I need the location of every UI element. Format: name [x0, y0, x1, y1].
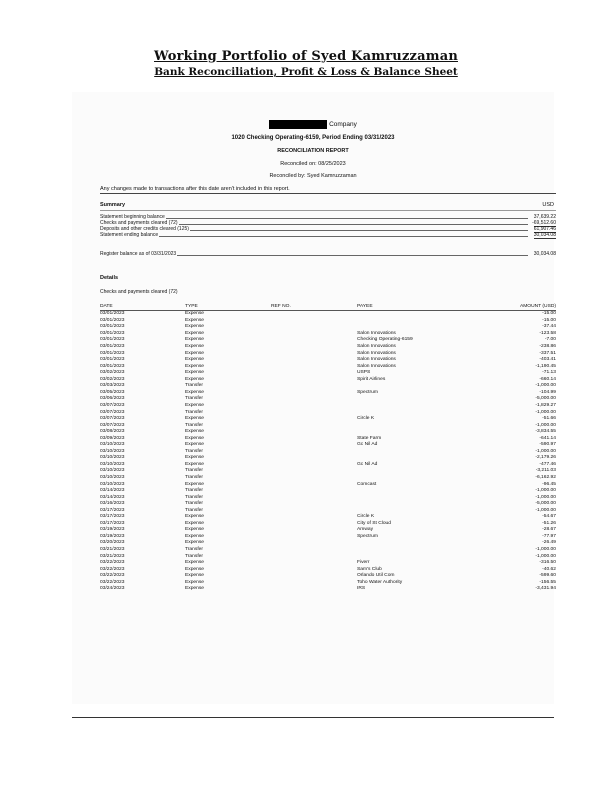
- cell-type: Expense: [185, 442, 205, 448]
- cell-type: Expense: [185, 540, 205, 546]
- cell-date: 03/01/2023: [100, 363, 125, 369]
- cell-type: Transfer: [185, 501, 204, 507]
- cell-type: Transfer: [185, 474, 204, 480]
- cell-amount: -1,190.45: [535, 363, 556, 369]
- summary-row-label: Deposits and other credits cleared (125): [100, 226, 189, 232]
- cell-type: Expense: [185, 402, 205, 408]
- cell-date: 03/01/2023: [100, 330, 125, 336]
- cell-amount: -1,000.00: [535, 488, 556, 494]
- cell-type: Expense: [185, 573, 205, 579]
- cell-amount: -1,000.00: [535, 553, 556, 559]
- cell-date: 03/14/2023: [100, 488, 125, 494]
- cell-date: 03/10/2023: [100, 468, 125, 474]
- cell-type: Expense: [185, 363, 205, 369]
- cell-type: Expense: [185, 330, 205, 336]
- cell-date: 03/17/2023: [100, 520, 125, 526]
- col-ref-header: REF NO.: [271, 303, 357, 311]
- cell-date: 03/10/2023: [100, 442, 125, 448]
- cell-type: Expense: [185, 376, 205, 382]
- cell-payee: Sam's Club: [357, 566, 382, 572]
- cell-payee: Toho Water Authority: [357, 579, 403, 585]
- cell-type: Transfer: [185, 507, 204, 513]
- cell-amount: -104.99: [539, 389, 556, 395]
- cell-date: 03/20/2023: [100, 540, 125, 546]
- cell-amount: -37.44: [542, 324, 556, 330]
- col-amount-header: AMOUNT (USD): [467, 303, 556, 311]
- cell-amount: -123.58: [539, 330, 556, 336]
- summary-heading: Summary: [100, 202, 126, 208]
- cell-date: 03/10/2023: [100, 448, 125, 454]
- cell-type: Expense: [185, 514, 205, 520]
- summary-currency: USD: [542, 202, 554, 208]
- cell-type: Transfer: [185, 409, 204, 415]
- cell-date: 03/19/2023: [100, 527, 125, 533]
- cell-amount: -1,000.00: [535, 494, 556, 500]
- cell-payee: Gc Nil Ad: [357, 442, 378, 448]
- cell-type: Expense: [185, 429, 205, 435]
- cell-payee: State Farm: [357, 435, 382, 441]
- divider: [100, 210, 556, 211]
- cell-type: Transfer: [185, 468, 204, 474]
- cell-payee: Spirit Airlines: [357, 376, 386, 382]
- table-header-row: [100, 303, 556, 311]
- cell-amount: -156.55: [539, 579, 556, 585]
- cell-type: Expense: [185, 527, 205, 533]
- cell-type: Expense: [185, 435, 205, 441]
- cell-payee: Spectrum: [357, 533, 378, 539]
- cell-date: 03/02/2023: [100, 370, 125, 376]
- footer-divider: [72, 717, 554, 718]
- cell-amount: -3,834.55: [535, 429, 556, 435]
- cell-amount: -1,829.27: [535, 402, 556, 408]
- details-heading: Details: [100, 275, 119, 281]
- cell-amount: -15.00: [542, 317, 556, 323]
- cell-date: 03/22/2023: [100, 566, 125, 572]
- cell-type: Expense: [185, 389, 205, 395]
- cell-date: 03/07/2023: [100, 422, 125, 428]
- table-row: [100, 586, 556, 593]
- cell-amount: -599.60: [539, 573, 556, 579]
- summary-row-value: -69,512.60: [532, 220, 556, 226]
- page-title: Working Portfolio of Syed Kamruzzaman: [154, 49, 458, 64]
- cell-type: Transfer: [185, 553, 204, 559]
- transactions-table: [100, 303, 556, 593]
- cell-amount: -51.66: [542, 416, 556, 422]
- transactions-body: [100, 311, 556, 593]
- cell-amount: -1,000.00: [535, 409, 556, 415]
- cell-type: Expense: [185, 566, 205, 572]
- cell-type: Expense: [185, 533, 205, 539]
- cell-date: 03/10/2023: [100, 474, 125, 480]
- cell-payee: Salon Innovations: [357, 350, 396, 356]
- summary-row-label: Checks and payments cleared (72): [100, 220, 178, 226]
- summary-row: [100, 232, 556, 238]
- cell-payee: Amway: [357, 527, 374, 533]
- cell-amount: -40.62: [542, 566, 556, 572]
- cell-date: 03/22/2023: [100, 579, 125, 585]
- cell-payee: Salon Innovations: [357, 344, 396, 350]
- cell-date: 03/22/2023: [100, 560, 125, 566]
- col-payee-header: PAYEE: [357, 303, 467, 311]
- cell-payee: [357, 311, 467, 318]
- cell-date: 03/01/2023: [100, 311, 125, 317]
- cell-amount: -316.50: [539, 560, 556, 566]
- summary-row-label: Statement ending balance: [100, 232, 159, 238]
- cell-date: 03/06/2023: [100, 396, 125, 402]
- cell-amount: -1,000.00: [535, 448, 556, 454]
- cell-type: Expense: [185, 481, 205, 487]
- cell-amount: -51.26: [542, 520, 556, 526]
- cell-date: 03/07/2023: [100, 416, 125, 422]
- cell-payee: Circle K: [357, 514, 375, 520]
- cell-date: 03/21/2023: [100, 553, 125, 559]
- cell-payee: IRS: [357, 586, 366, 592]
- cell-type: Expense: [185, 586, 205, 592]
- cell-date: 03/22/2023: [100, 573, 125, 579]
- cell-amount: -71.13: [542, 370, 556, 376]
- cell-amount: -5,000.00: [535, 501, 556, 507]
- details-subheading: Checks and payments cleared (72): [100, 289, 178, 295]
- cell-date: 03/05/2023: [100, 389, 125, 395]
- cell-type: Expense: [185, 579, 205, 585]
- cell-amount: -641.14: [539, 435, 556, 441]
- cell-type: Expense: [185, 317, 205, 323]
- cell-date: 03/21/2023: [100, 546, 125, 552]
- company-name: [72, 120, 554, 129]
- cell-date: 03/10/2023: [100, 461, 125, 467]
- cell-date: 03/24/2023: [100, 586, 125, 592]
- register-balance-label: Register balance as of 03/31/2023: [100, 251, 177, 257]
- cell-type: Expense: [185, 357, 205, 363]
- table-row: [100, 311, 556, 318]
- cell-amount: -28.67: [542, 527, 556, 533]
- account-line: 1020 Checking Operating-6159, Period Ending 03/31/2023: [231, 135, 395, 141]
- cell-date: 03/01/2023: [100, 350, 125, 356]
- cell-amount: -1,000.00: [535, 507, 556, 513]
- cell-payee: Gc Nil Ad: [357, 461, 378, 467]
- cell-type: Expense: [185, 344, 205, 350]
- cell-date: 03/10/2023: [100, 481, 125, 487]
- summary-row-label: Statement beginning balance: [100, 214, 165, 220]
- cell-date: 03/01/2023: [100, 324, 125, 330]
- redaction-block: [269, 120, 327, 129]
- cell-amount: -54.67: [542, 514, 556, 520]
- cell-amount: -238.86: [539, 344, 556, 350]
- cell-amount: -660.14: [539, 376, 556, 382]
- company-suffix: Company: [329, 121, 357, 129]
- cell-type: Expense: [185, 324, 205, 330]
- cell-date: 03/16/2023: [100, 501, 125, 507]
- register-balance-value: 30,034.08: [533, 251, 556, 257]
- cell-date: 03/17/2023: [100, 514, 125, 520]
- reconciled-by: Reconciled by: Syed Kamruzzaman: [269, 173, 357, 179]
- cell-type: Expense: [185, 311, 205, 317]
- cell-date: 03/07/2023: [100, 402, 125, 408]
- cell-amount: -77.97: [542, 533, 556, 539]
- cell-type: Expense: [185, 370, 205, 376]
- cell-payee: Checking Operating-6159: [357, 337, 413, 343]
- page-subtitle: Bank Reconciliation, Profit & Loss & Balance Sheet: [154, 66, 458, 78]
- reconciled-on: Reconciled on: 08/25/2023: [280, 161, 346, 167]
- cell-date: 03/03/2023: [100, 383, 125, 389]
- cell-date: 03/08/2023: [100, 429, 125, 435]
- cell-date: 03/14/2023: [100, 494, 125, 500]
- cell-type: Transfer: [185, 448, 204, 454]
- cell-payee: Spectrum: [357, 389, 378, 395]
- cell-type: Expense: [185, 520, 205, 526]
- cell-amount: -477.46: [539, 461, 556, 467]
- cell-payee: Salon Innovations: [357, 363, 396, 369]
- cell-date: 03/10/2023: [100, 455, 125, 461]
- cell-payee: Orlando Util Com: [357, 573, 395, 579]
- cell-type: Expense: [185, 337, 205, 343]
- divider: [100, 193, 556, 194]
- cell-amount: -5,000.00: [535, 396, 556, 402]
- cell-payee: City of St Cloud: [357, 520, 391, 526]
- cell-payee: Salon Innovations: [357, 357, 396, 363]
- cell-date: 03/01/2023: [100, 337, 125, 343]
- cell-amount: -96.45: [542, 481, 556, 487]
- report-note: Any changes made to transactions after this date aren't included in this report.: [100, 186, 290, 192]
- report-title: RECONCILIATION REPORT: [277, 148, 349, 154]
- cell-date: 03/01/2023: [100, 344, 125, 350]
- col-type-header: TYPE: [185, 303, 271, 311]
- cell-amount: -1,000.00: [535, 383, 556, 389]
- summary-row-value: 37,639.22: [533, 214, 556, 220]
- cell-type: Transfer: [185, 546, 204, 552]
- cell-amount: -1,000.00: [535, 422, 556, 428]
- cell-amount: -1,000.00: [535, 546, 556, 552]
- cell-payee: Salon Innovations: [357, 330, 396, 336]
- cell-type: Transfer: [185, 422, 204, 428]
- col-date-header: DATE: [100, 303, 185, 311]
- cell-type: Expense: [185, 560, 205, 566]
- leader-line: [100, 236, 528, 237]
- cell-type: Transfer: [185, 396, 204, 402]
- cell-date: 03/17/2023: [100, 507, 125, 513]
- cell-payee: USPS: [357, 370, 371, 376]
- cell-payee: Comcast: [357, 481, 377, 487]
- cell-payee: Circle K: [357, 416, 375, 422]
- cell-type: Transfer: [185, 488, 204, 494]
- cell-amount: -337.51: [539, 350, 556, 356]
- cell-ref: [271, 311, 357, 318]
- cell-type: Transfer: [185, 383, 204, 389]
- cell-amount: -2,179.26: [535, 455, 556, 461]
- cell-date: 03/01/2023: [100, 317, 125, 323]
- cell-type: Expense: [185, 350, 205, 356]
- summary-row-value: 30,034.08: [533, 232, 556, 238]
- summary-row-value: 61,907.46: [533, 226, 556, 232]
- cell-amount: -3,211.03: [535, 468, 556, 474]
- reconciliation-report: [72, 92, 554, 704]
- cell-amount: -3,431.94: [535, 586, 556, 592]
- cell-date: 03/09/2023: [100, 435, 125, 441]
- cell-date: 03/19/2023: [100, 533, 125, 539]
- cell-date: 03/02/2023: [100, 376, 125, 382]
- cell-date: 03/07/2023: [100, 409, 125, 415]
- cell-amount: -6,162.92: [535, 474, 556, 480]
- cell-type: Expense: [185, 455, 205, 461]
- cell-date: 03/01/2023: [100, 357, 125, 363]
- cell-payee: Fiverr: [357, 560, 370, 566]
- cell-amount: -15.00: [542, 311, 556, 317]
- cell-amount: -403.41: [539, 357, 556, 363]
- cell-type: Expense: [185, 416, 205, 422]
- cell-amount: -590.97: [539, 442, 556, 448]
- cell-ref: [271, 586, 357, 593]
- cell-amount: -7.00: [544, 337, 556, 343]
- cell-type: Expense: [185, 461, 205, 467]
- cell-amount: -26.49: [542, 540, 556, 546]
- register-balance-row: [100, 251, 556, 257]
- cell-type: Transfer: [185, 494, 204, 500]
